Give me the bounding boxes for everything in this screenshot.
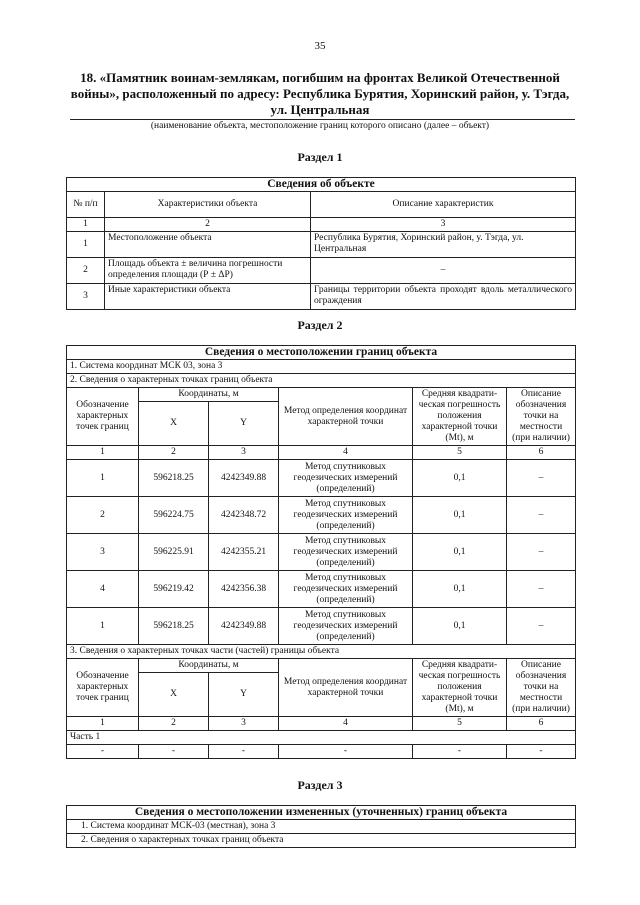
- index-cell: 5: [413, 446, 507, 460]
- table-row: [67, 571, 576, 608]
- point-x: 596218.25: [139, 608, 209, 645]
- point-error: 0,1: [413, 608, 507, 645]
- index-cell: 5: [413, 717, 507, 731]
- table-row: [67, 608, 576, 645]
- point-desc: –: [507, 608, 576, 645]
- col-desc-header-2: Описание обозначения точки на местности (при наличии): [507, 659, 576, 717]
- col-method-header-2: Метод определения координат характерной точки: [279, 659, 413, 717]
- index-cell: 2: [105, 218, 311, 232]
- point-id: 4: [67, 571, 139, 608]
- row-description: –: [311, 258, 576, 284]
- col-x-header-2: X: [139, 673, 209, 717]
- point-y: 4242348.72: [209, 497, 279, 534]
- points-label-row: 2. Сведения о характерных точках границ объекта: [67, 834, 576, 848]
- title-underline: [70, 119, 575, 120]
- index-cell: 4: [279, 717, 413, 731]
- index-cell: 1: [67, 218, 105, 232]
- index-cell: 4: [279, 446, 413, 460]
- point-method: Метод спутниковых геодезических измерений (определений): [279, 497, 413, 534]
- index-cell: 1: [67, 446, 139, 460]
- col-coords-header-2: Координаты, м: [139, 659, 279, 673]
- col-point-header: Обозначение характерных точек границ: [67, 388, 139, 446]
- dash-cell: -: [139, 745, 209, 759]
- point-y: 4242355.21: [209, 534, 279, 571]
- row-number: 2: [67, 258, 105, 284]
- index-cell: 2: [139, 717, 209, 731]
- object-info-header: Сведения об объекте: [67, 178, 576, 192]
- table-row: [67, 284, 576, 310]
- point-method: Метод спутниковых геодезических измерений (определений): [279, 460, 413, 497]
- col-char-header: Характеристики объекта: [105, 192, 311, 218]
- point-y: 4242356.38: [209, 571, 279, 608]
- coord-system-row: 1. Система координат МСК-03 (местная), зона 3: [67, 820, 576, 834]
- document-title: 18. «Памятник воинам-землякам, погибшим на фронтах Великой Отечественной войны», расположенный по адресу: Республика Бурятия, Хоринский район, у. Тэгда, ул. Центральная: [70, 70, 570, 117]
- row-description: Республика Бурятия, Хоринский район, у. Тэгда, ул. Центральная: [311, 232, 576, 258]
- point-x: 596224.75: [139, 497, 209, 534]
- dash-cell: -: [67, 745, 139, 759]
- dash-cell: -: [279, 745, 413, 759]
- point-y: 4242349.88: [209, 608, 279, 645]
- point-error: 0,1: [413, 497, 507, 534]
- point-x: 596218.25: [139, 460, 209, 497]
- col-error-header-2: Средняя квадрати-ческая погрешность положения характерной точки (Mt), м: [413, 659, 507, 717]
- table-row: [67, 232, 576, 258]
- point-method: Метод спутниковых геодезических измерений (определений): [279, 534, 413, 571]
- index-cell: 6: [507, 717, 576, 731]
- row-characteristic: Местоположение объекта: [105, 232, 311, 258]
- col-method-header: Метод определения координат характерной точки: [279, 388, 413, 446]
- point-id: 2: [67, 497, 139, 534]
- points-label-row: 2. Сведения о характерных точках границ объекта: [67, 374, 576, 388]
- row-description: Границы территории объекта проходят вдоль металлического ограждения: [311, 284, 576, 310]
- page-number: 35: [314, 40, 326, 52]
- point-desc: –: [507, 534, 576, 571]
- boundary-points-table: [66, 345, 576, 759]
- section-3-title: Раздел 3: [297, 778, 343, 792]
- section-1-title: Раздел 1: [297, 150, 343, 164]
- point-desc: –: [507, 460, 576, 497]
- index-cell: 3: [209, 717, 279, 731]
- table-row: [67, 258, 576, 284]
- point-x: 596225.91: [139, 534, 209, 571]
- section-2-title: Раздел 2: [297, 318, 343, 332]
- index-cell: 3: [311, 218, 576, 232]
- point-y: 4242349.88: [209, 460, 279, 497]
- row-characteristic: Площадь объекта ± величина погрешности определения площади (Р ± ΔР): [105, 258, 311, 284]
- part-name-row: Часть 1: [67, 731, 576, 745]
- table-row: [67, 745, 576, 759]
- row-number: 1: [67, 232, 105, 258]
- row-number: 3: [67, 284, 105, 310]
- boundary-header: Сведения о местоположении границ объекта: [67, 346, 576, 360]
- point-id: 1: [67, 460, 139, 497]
- point-method: Метод спутниковых геодезических измерений (определений): [279, 608, 413, 645]
- col-coords-header: Координаты, м: [139, 388, 279, 402]
- index-cell: 2: [139, 446, 209, 460]
- part-points-label: 3. Сведения о характерных точках части (частей) границы объекта: [67, 645, 576, 659]
- col-error-header: Средняя квадрати-ческая погрешность положения характерной точки (Mt), м: [413, 388, 507, 446]
- dash-cell: -: [413, 745, 507, 759]
- index-cell: 6: [507, 446, 576, 460]
- point-error: 0,1: [413, 534, 507, 571]
- point-x: 596219.42: [139, 571, 209, 608]
- point-error: 0,1: [413, 460, 507, 497]
- coord-system-row: 1. Система координат МСК 03, зона 3: [67, 360, 576, 374]
- col-desc-header: Описание обозначения точки на местности (при наличии): [507, 388, 576, 446]
- col-x-header: X: [139, 402, 209, 446]
- title-caption: (наименование объекта, местоположение границ которого описано (далее – объект): [150, 121, 490, 131]
- col-num-header: № п/п: [67, 192, 105, 218]
- changed-boundaries-header: Сведения о местоположении измененных (уточненных) границ объекта: [67, 806, 576, 820]
- col-y-header: Y: [209, 402, 279, 446]
- point-desc: –: [507, 497, 576, 534]
- object-info-table: [66, 177, 576, 310]
- index-cell: 1: [67, 717, 139, 731]
- index-cell: 3: [209, 446, 279, 460]
- row-characteristic: Иные характеристики объекта: [105, 284, 311, 310]
- point-error: 0,1: [413, 571, 507, 608]
- point-method: Метод спутниковых геодезических измерений (определений): [279, 571, 413, 608]
- dash-cell: -: [209, 745, 279, 759]
- point-id: 1: [67, 608, 139, 645]
- col-y-header-2: Y: [209, 673, 279, 717]
- col-point-header-2: Обозначение характерных точек границ: [67, 659, 139, 717]
- table-row: [67, 534, 576, 571]
- point-id: 3: [67, 534, 139, 571]
- table-row: [67, 497, 576, 534]
- point-desc: –: [507, 571, 576, 608]
- dash-cell: -: [507, 745, 576, 759]
- col-desc-header: Описание характеристик: [311, 192, 576, 218]
- changed-boundaries-table: [66, 805, 576, 848]
- table-row: [67, 460, 576, 497]
